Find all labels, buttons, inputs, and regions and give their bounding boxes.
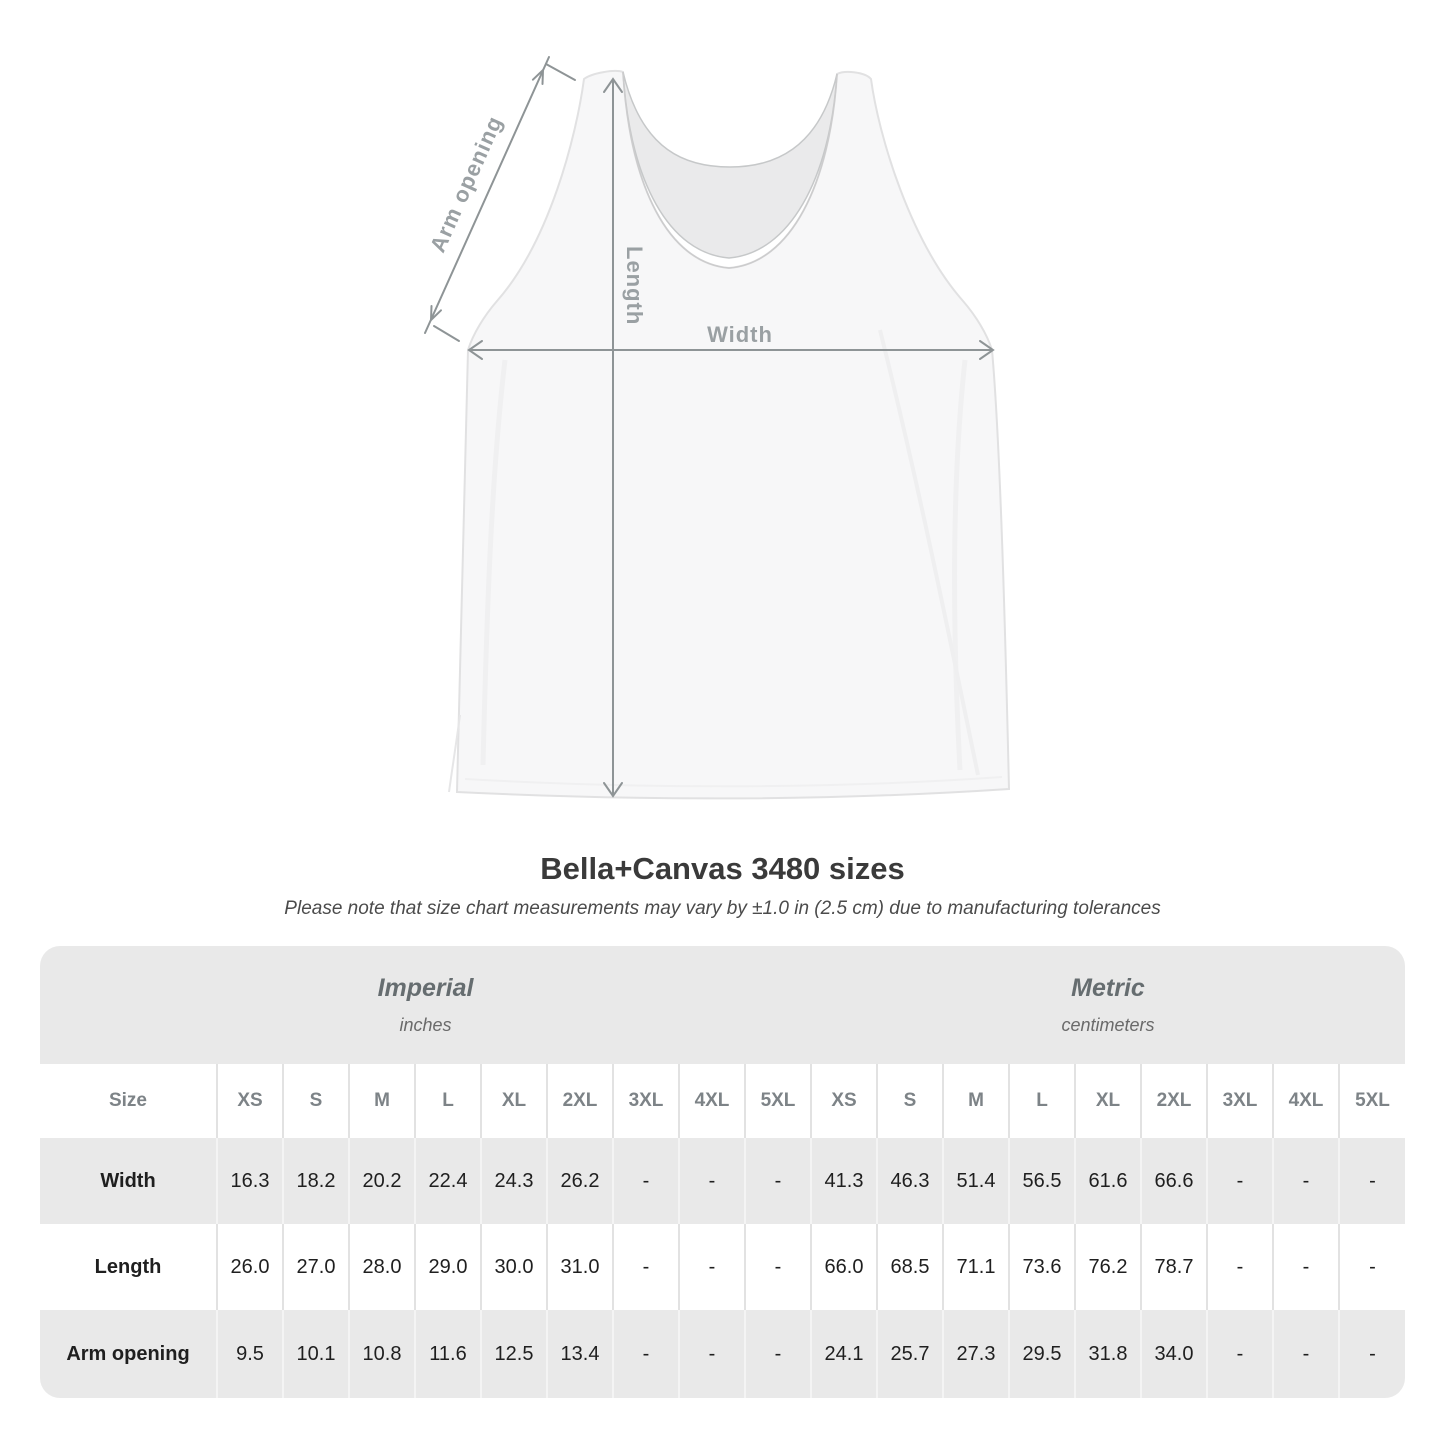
row-label-width: Width <box>40 1138 217 1224</box>
size-header-imperial-4xl: 4XL <box>679 1064 745 1138</box>
tolerance-note: Please note that size chart measurements may vary by ±1.0 in (2.5 cm) due to manufacturing tolerances <box>284 898 1161 919</box>
imperial-header-cell <box>40 946 811 1064</box>
cell-width-imperial-xs: 16.3 <box>217 1138 283 1224</box>
cell-length-imperial-4xl: - <box>679 1224 745 1310</box>
cell-width-imperial-m: 20.2 <box>349 1138 415 1224</box>
metric-unit-label: centimeters <box>1061 1015 1155 1035</box>
cell-arm-opening-metric-m: 27.3 <box>943 1310 1009 1398</box>
cell-arm-opening-imperial-2xl: 13.4 <box>547 1310 613 1398</box>
size-header-imperial-5xl: 5XL <box>745 1064 811 1138</box>
cell-arm-opening-imperial-5xl: - <box>745 1310 811 1398</box>
width-label: Width <box>707 322 773 347</box>
cell-arm-opening-imperial-xl: 12.5 <box>481 1310 547 1398</box>
size-header-metric-l: L <box>1009 1064 1075 1138</box>
cell-width-imperial-s: 18.2 <box>283 1138 349 1224</box>
size-header-metric-s: S <box>877 1064 943 1138</box>
cell-length-imperial-5xl: - <box>745 1224 811 1310</box>
size-header-metric-m: M <box>943 1064 1009 1138</box>
cell-length-metric-s: 68.5 <box>877 1224 943 1310</box>
metric-label: Metric <box>1071 974 1145 1002</box>
cell-arm-opening-metric-2xl: 34.0 <box>1141 1310 1207 1398</box>
cell-arm-opening-imperial-xs: 9.5 <box>217 1310 283 1398</box>
cell-length-metric-3xl: - <box>1207 1224 1273 1310</box>
size-header-imperial-2xl: 2XL <box>547 1064 613 1138</box>
cell-width-metric-l: 56.5 <box>1009 1138 1075 1224</box>
size-header-imperial-l: L <box>415 1064 481 1138</box>
cell-length-imperial-2xl: 31.0 <box>547 1224 613 1310</box>
row-label-length: Length <box>40 1224 217 1310</box>
cell-length-metric-m: 71.1 <box>943 1224 1009 1310</box>
cell-arm-opening-imperial-m: 10.8 <box>349 1310 415 1398</box>
cell-arm-opening-metric-5xl: - <box>1339 1310 1405 1398</box>
cell-length-metric-2xl: 78.7 <box>1141 1224 1207 1310</box>
cell-arm-opening-imperial-3xl: - <box>613 1310 679 1398</box>
size-table-container <box>40 946 1405 1398</box>
cell-width-metric-xl: 61.6 <box>1075 1138 1141 1224</box>
size-table <box>40 946 1405 1398</box>
measurement-row-width <box>40 1138 1405 1224</box>
cell-arm-opening-metric-3xl: - <box>1207 1310 1273 1398</box>
cell-width-imperial-4xl: - <box>679 1138 745 1224</box>
cell-width-metric-s: 46.3 <box>877 1138 943 1224</box>
cell-width-metric-3xl: - <box>1207 1138 1273 1224</box>
cell-arm-opening-metric-s: 25.7 <box>877 1310 943 1398</box>
cell-length-imperial-xs: 26.0 <box>217 1224 283 1310</box>
measurement-row-arm-opening <box>40 1310 1405 1398</box>
cell-width-imperial-3xl: - <box>613 1138 679 1224</box>
size-header-metric-2xl: 2XL <box>1141 1064 1207 1138</box>
imperial-unit-label: inches <box>399 1015 452 1035</box>
page-title: Bella+Canvas 3480 sizes <box>540 851 905 886</box>
size-header-metric-5xl: 5XL <box>1339 1064 1405 1138</box>
cell-width-imperial-l: 22.4 <box>415 1138 481 1224</box>
size-header-metric-4xl: 4XL <box>1273 1064 1339 1138</box>
cell-length-metric-xl: 76.2 <box>1075 1224 1141 1310</box>
size-header-metric-3xl: 3XL <box>1207 1064 1273 1138</box>
cell-arm-opening-metric-xl: 31.8 <box>1075 1310 1141 1398</box>
cell-length-metric-xs: 66.0 <box>811 1224 877 1310</box>
cell-arm-opening-imperial-4xl: - <box>679 1310 745 1398</box>
cell-length-imperial-3xl: - <box>613 1224 679 1310</box>
cell-width-metric-m: 51.4 <box>943 1138 1009 1224</box>
cell-width-metric-xs: 41.3 <box>811 1138 877 1224</box>
measurement-row-length <box>40 1224 1405 1310</box>
size-header-imperial-s: S <box>283 1064 349 1138</box>
row-label-arm-opening: Arm opening <box>40 1310 217 1398</box>
cell-width-metric-2xl: 66.6 <box>1141 1138 1207 1224</box>
cell-width-metric-4xl: - <box>1273 1138 1339 1224</box>
cell-length-metric-4xl: - <box>1273 1224 1339 1310</box>
cell-length-imperial-l: 29.0 <box>415 1224 481 1310</box>
cell-arm-opening-metric-4xl: - <box>1273 1310 1339 1398</box>
size-header-row <box>40 1064 1405 1138</box>
cell-width-imperial-xl: 24.3 <box>481 1138 547 1224</box>
cell-arm-opening-metric-l: 29.5 <box>1009 1310 1075 1398</box>
cell-length-metric-5xl: - <box>1339 1224 1405 1310</box>
size-header-imperial-xs: XS <box>217 1064 283 1138</box>
unit-header-row <box>40 946 1405 1064</box>
size-header-imperial-m: M <box>349 1064 415 1138</box>
cell-length-imperial-m: 28.0 <box>349 1224 415 1310</box>
cell-arm-opening-imperial-s: 10.1 <box>283 1310 349 1398</box>
size-header-metric-xl: XL <box>1075 1064 1141 1138</box>
size-header-imperial-xl: XL <box>481 1064 547 1138</box>
cell-length-metric-l: 73.6 <box>1009 1224 1075 1310</box>
cell-arm-opening-metric-xs: 24.1 <box>811 1310 877 1398</box>
size-column-header: Size <box>40 1064 217 1138</box>
size-header-metric-xs: XS <box>811 1064 877 1138</box>
imperial-label: Imperial <box>377 974 474 1002</box>
cell-arm-opening-imperial-l: 11.6 <box>415 1310 481 1398</box>
length-label: Length <box>622 246 647 326</box>
metric-header-cell <box>811 946 1405 1064</box>
arm-opening-label: Arm opening <box>424 111 508 257</box>
cell-width-imperial-2xl: 26.2 <box>547 1138 613 1224</box>
cell-width-metric-5xl: - <box>1339 1138 1405 1224</box>
cell-length-imperial-s: 27.0 <box>283 1224 349 1310</box>
cell-width-imperial-5xl: - <box>745 1138 811 1224</box>
size-header-imperial-3xl: 3XL <box>613 1064 679 1138</box>
cell-length-imperial-xl: 30.0 <box>481 1224 547 1310</box>
